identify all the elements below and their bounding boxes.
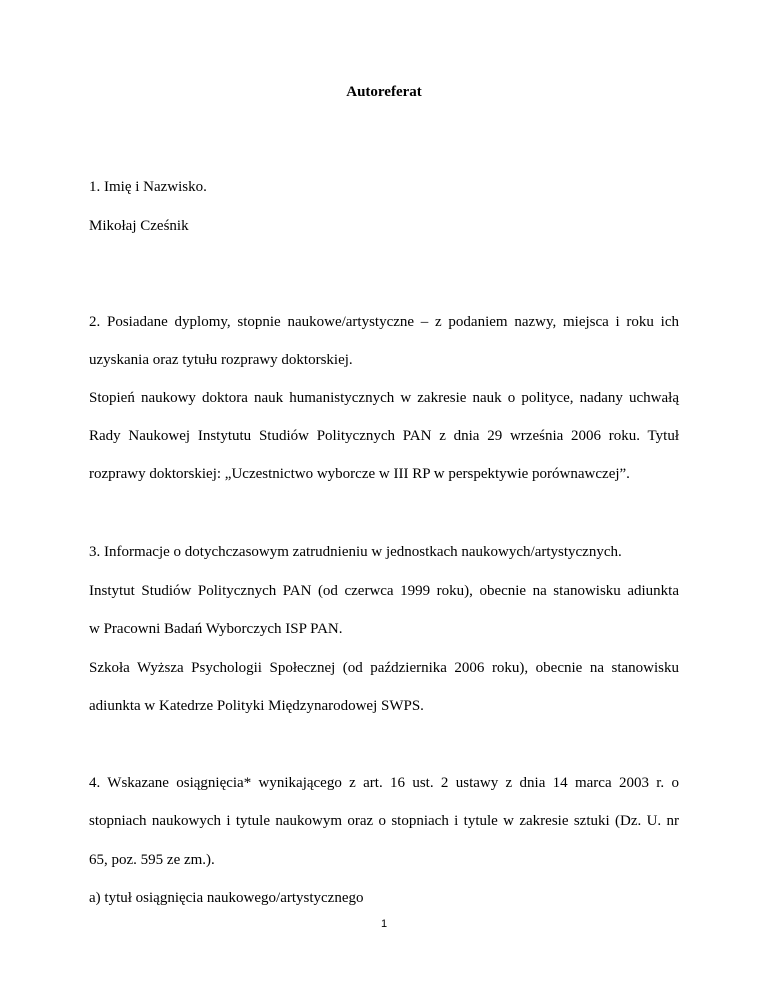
section-1-name: Mikołaj Cześnik <box>89 218 189 234</box>
section-2-heading-line: 2. Posiadane dyplomy, stopnie naukowe/artystyczne – z podaniem nazwy, miejsca i roku ich <box>89 314 679 330</box>
section-3-job-line: adiunkta w Katedrze Polityki Międzynarodowej SWPS. <box>89 698 424 714</box>
section-1-heading: 1. Imię i Nazwisko. <box>89 179 207 195</box>
section-3-heading: 3. Informacje o dotychczasowym zatrudnieniu w jednostkach naukowych/artystycznych. <box>89 544 622 560</box>
section-4-heading-line: 65, poz. 595 ze zm.). <box>89 852 215 868</box>
section-4-item-a: a) tytuł osiągnięcia naukowego/artystycznego <box>89 890 364 906</box>
section-4-heading-line: 4. Wskazane osiągnięcia* wynikającego z art. 16 ust. 2 ustawy z dnia 14 marca 2003 r. o <box>89 775 679 791</box>
page-number: 1 <box>380 918 388 930</box>
section-2-body-line: Rady Naukowej Instytutu Studiów Politycznych PAN z dnia 29 września 2006 roku. Tytuł <box>89 428 679 444</box>
section-2-heading-line: uzyskania oraz tytułu rozprawy doktorskiej. <box>89 352 353 368</box>
section-2-body-line: rozprawy doktorskiej: „Uczestnictwo wyborcze w III RP w perspektywie porównawczej”. <box>89 466 630 482</box>
document-title: Autoreferat <box>346 84 422 100</box>
section-2-body-line: Stopień naukowy doktora nauk humanistycznych w zakresie nauk o polityce, nadany uchwałą <box>89 390 679 406</box>
section-4-heading-line: stopniach naukowych i tytule naukowym oraz o stopniach i tytule w zakresie sztuki (Dz. U. nr <box>89 813 679 829</box>
section-3-job-line: Instytut Studiów Politycznych PAN (od czerwca 1999 roku), obecnie na stanowisku adiunkta <box>89 583 679 599</box>
section-3-job-line: Szkoła Wyższa Psychologii Społecznej (od października 2006 roku), obecnie na stanowisku <box>89 660 679 676</box>
section-3-job-line: w Pracowni Badań Wyborczych ISP PAN. <box>89 621 343 637</box>
